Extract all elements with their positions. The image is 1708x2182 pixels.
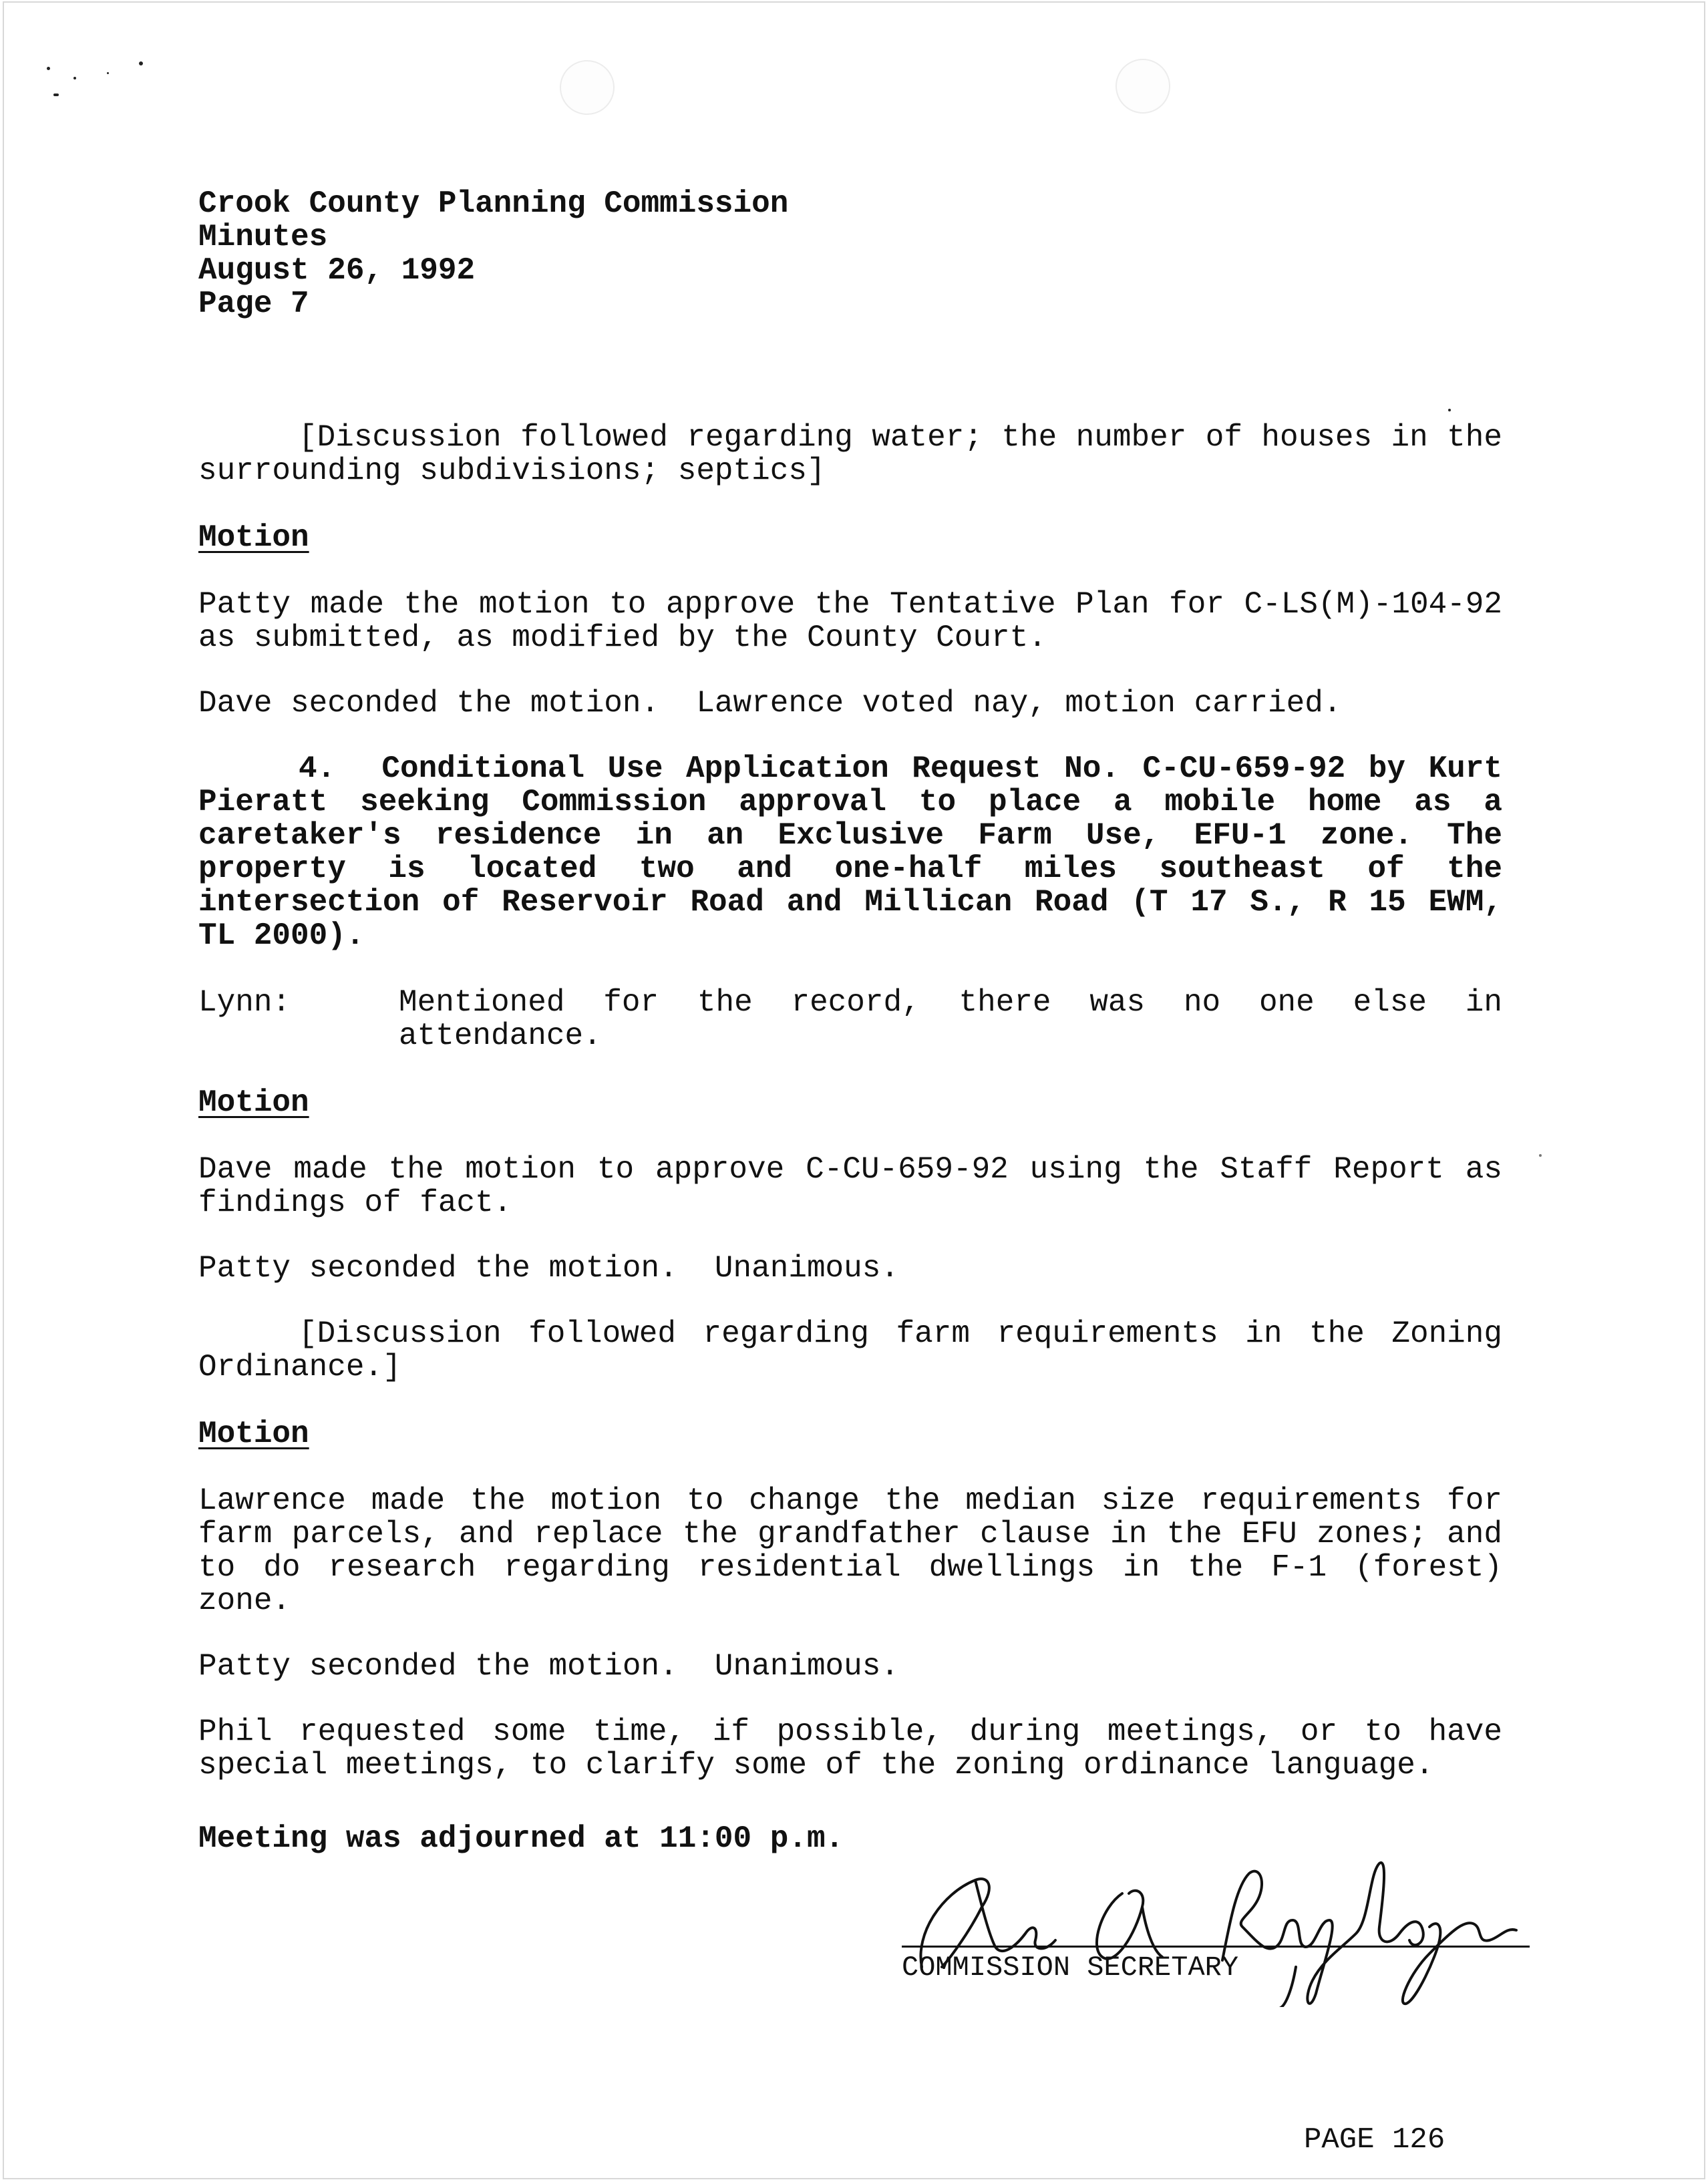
scan-speck xyxy=(139,61,143,65)
motion-heading: Motion xyxy=(198,1085,309,1120)
signature-title: COMMISSION SECRETARY xyxy=(902,1952,1239,1984)
phil-request-paragraph: Phil requested some time, if possible, during meetings, or to have special meetings, to clarify some of the zoning ordinance language. xyxy=(198,1714,1502,1783)
organization-name: Crook County Planning Commission xyxy=(198,186,789,221)
page-number: PAGE 126 xyxy=(1304,2123,1445,2157)
adjournment-statement: Meeting was adjourned at 11:00 p.m. xyxy=(198,1821,844,1856)
scan-speck xyxy=(1539,1154,1542,1157)
agenda-item-number: 4. xyxy=(299,751,336,786)
speaker-name: Lynn: xyxy=(198,985,291,1020)
agenda-item-4 xyxy=(198,752,1502,952)
signature-block xyxy=(902,1833,1530,2007)
meeting-date: August 26, 1992 xyxy=(198,253,476,288)
signature-line xyxy=(902,1946,1530,1948)
scan-speck xyxy=(53,94,59,96)
scan-speck xyxy=(73,77,76,79)
agenda-item-text: Conditional Use Application Request No. C-CU-659-92 by Kurt Pieratt seeking Commission approval to place a mobile home as a caretaker's residence in an Exclusive Farm Use, EFU-1 zone. The property is located two and one-half miles southeast of the intersection of Reservoir Road and Millican Road (T 17 S., R 15 EWM, TL 2000). xyxy=(198,751,1502,953)
motion-result: Patty seconded the motion. Unanimous. xyxy=(198,1251,899,1286)
scan-speck xyxy=(107,72,109,74)
motion-result: Patty seconded the motion. Unanimous. xyxy=(198,1649,899,1684)
speaker-entry xyxy=(198,986,1502,1053)
discussion-paragraph: [Discussion followed regarding farm requirements in the Zoning Ordinance.] xyxy=(198,1316,1502,1385)
page-label: Page 7 xyxy=(198,287,309,321)
punch-hole xyxy=(1116,59,1170,114)
scan-speck xyxy=(47,67,50,70)
motion-heading: Motion xyxy=(198,520,309,555)
document-type: Minutes xyxy=(198,220,328,254)
minutes-content xyxy=(198,187,1502,1782)
motion-heading: Motion xyxy=(198,1417,309,1451)
discussion-paragraph: [Discussion followed regarding water; the number of houses in the surrounding subdivisions; septics] xyxy=(198,420,1502,488)
motion-text: Lawrence made the motion to change the median size requirements for farm parcels, and replace the grandfather clause in the EFU zones; and to do research regarding residential dwellings in the F-1 (forest) zone. xyxy=(198,1483,1502,1618)
punch-hole xyxy=(560,60,615,115)
motion-text: Dave made the motion to approve C-CU-659-92 using the Staff Report as findings of fact. xyxy=(198,1152,1502,1220)
motion-text: Patty made the motion to approve the Tentative Plan for C-LS(M)-104-92 as submitted, as modified by the County Court. xyxy=(198,587,1502,655)
speaker-statement: Mentioned for the record, there was no one else in attendance. xyxy=(399,985,1502,1053)
motion-result: Dave seconded the motion. Lawrence voted nay, motion carried. xyxy=(198,686,1342,721)
